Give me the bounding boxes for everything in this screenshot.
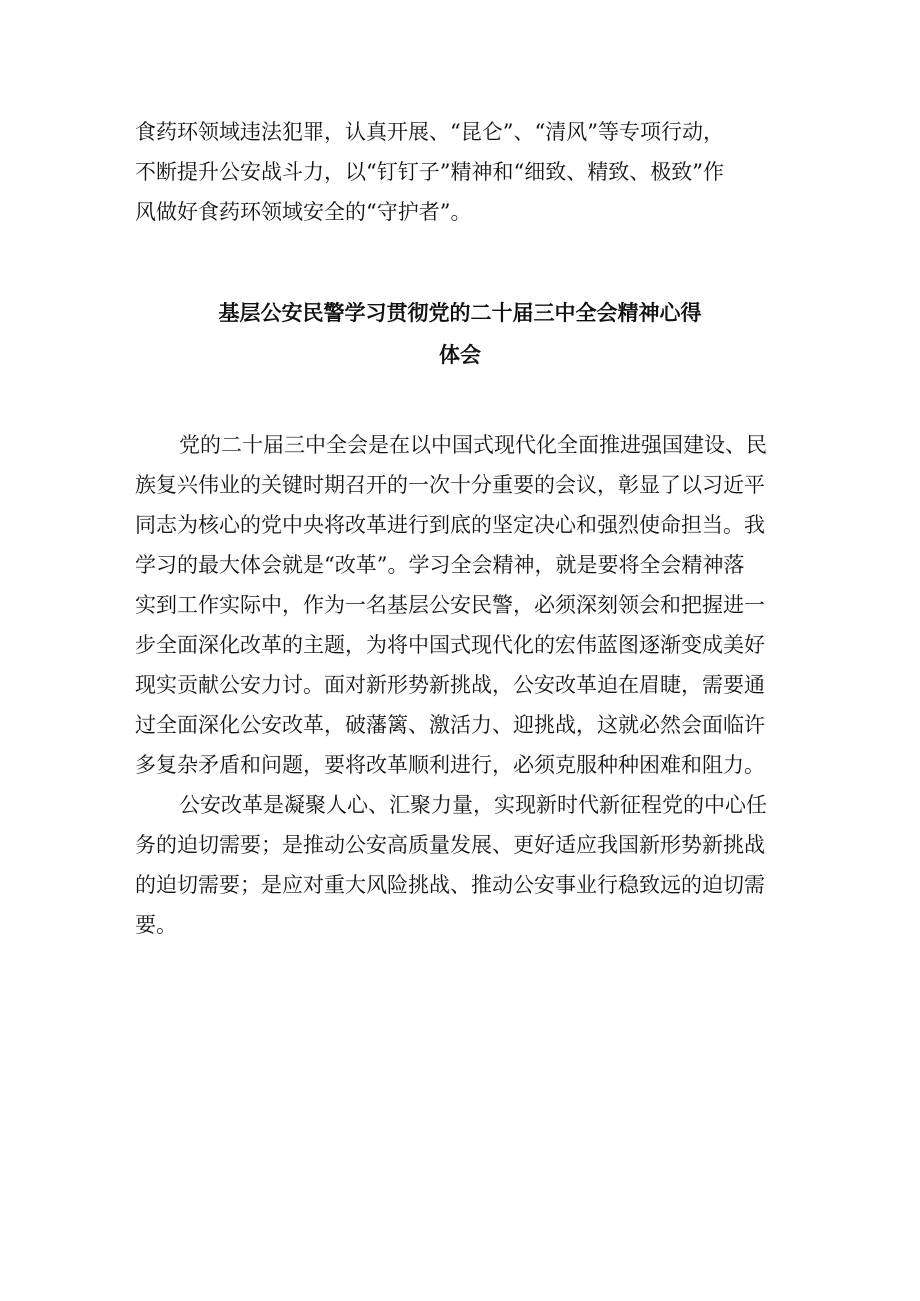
paragraph-line: 公安改革是凝聚人心、汇聚力量，实现新时代新征程党的中心任 (179, 793, 767, 817)
paragraph-line: 务的迫切需要；是推动公安高质量发展、更好适应我国新形势新挑战 (135, 833, 765, 857)
paragraph-line: 要。 (135, 913, 177, 937)
title-line: 基层公安民警学习贯彻党的二十届三中全会精神心得 (218, 300, 702, 325)
paragraph-line: 现实贡献公安力讨。面对新形势新挑战，公安改革迫在眉睫，需要通 (135, 673, 765, 697)
paragraph-line: 的迫切需要；是应对重大风险挑战、推动公安事业行稳致远的迫切需 (135, 873, 765, 897)
document-title (135, 292, 785, 376)
paragraph-line: 学习的最大体会就是“改革”。学习全会精神，就是要将全会精神落 (135, 553, 745, 577)
paragraph-line: 过全面深化公安改革，破藩篱、激活力、迎挑战，这就必然会面临许 (135, 713, 765, 737)
title-line: 体会 (439, 342, 481, 367)
body-paragraph-2 (135, 785, 785, 945)
intro-paragraph (135, 112, 785, 232)
paragraph-line: 实到工作实际中，作为一名基层公安民警，必须深刻领会和把握进一 (135, 593, 765, 617)
paragraph-line: 同志为核心的党中央将改革进行到底的坚定决心和强烈使命担当。我 (135, 513, 765, 537)
body-paragraph-1 (135, 425, 785, 785)
paragraph-line: 食药环领域违法犯罪，认真开展、“昆仑”、“清风”等专项行动， (135, 120, 724, 144)
paragraph-line: 不断提升公安战斗力，以“钉钉子”精神和“细致、精致、极致”作 (135, 160, 724, 184)
paragraph-line: 族复兴伟业的关键时期召开的一次十分重要的会议，彰显了以习近平 (135, 473, 765, 497)
paragraph-line: 党的二十届三中全会是在以中国式现代化全面推进强国建设、民 (179, 433, 767, 457)
paragraph-line: 多复杂矛盾和问题，要将改革顺利进行，必须克服种种困难和阻力。 (135, 753, 765, 777)
paragraph-line: 步全面深化改革的主题，为将中国式现代化的宏伟蓝图逐渐变成美好 (135, 633, 765, 657)
paragraph-line: 风做好食药环领域安全的“守护者”。 (135, 200, 472, 224)
